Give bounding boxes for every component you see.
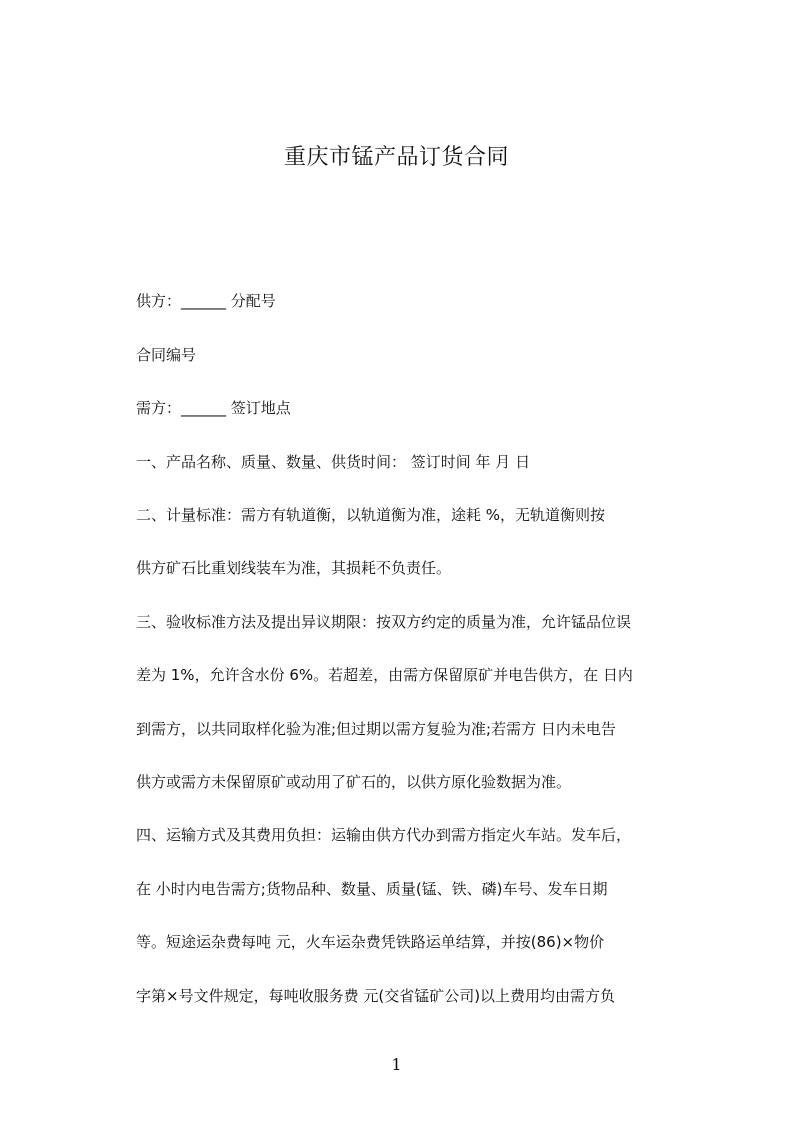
supplier-line: 供方：______ 分配号 [136,292,276,310]
contract-number-line: 合同编号 [136,346,197,364]
clause-2-line-1: 二、计量标准：需方有轨道衡，以轨道衡为准，途耗 %，无轨道衡则按 [136,506,606,524]
clause-4-line-4: 字第×号文件规定，每吨收服务费 元(交省锰矿公司)以上费用均由需方负 [136,987,616,1005]
clause-4-line-1: 四、运输方式及其费用负担：运输由供方代办到需方指定火车站。发车后， [136,826,632,844]
clause-1-line: 一、产品名称、质量、数量、供货时间： 签订时间 年 月 日 [136,453,531,471]
buyer-line: 需方：______ 签订地点 [136,399,291,417]
page-number: 1 [391,1055,402,1074]
clause-4-line-3: 等。短途运杂费每吨 元，火车运杂费凭铁路运单结算，并按(86)×物价 [136,933,605,951]
clause-4-line-2: 在 小时内电告需方;货物品种、数量、质量(锰、铁、磷)车号、发车日期 [136,880,608,898]
document-title: 重庆市锰产品订货合同 [283,145,509,170]
clause-3-line-2: 差为 1%，允许含水份 6%。若超差，由需方保留原矿并电告供方，在 日内 [136,666,633,684]
clause-2-line-2: 供方矿石比重划线装车为准，其损耗不负责任。 [136,559,452,577]
clause-3-line-1: 三、验收标准方法及提出异议期限：按双方约定的质量为准，允许锰品位误 [136,613,632,631]
clause-3-line-3: 到需方，以共同取样化验为准;但过期以需方复验为准;若需方 日内未电告 [136,720,616,738]
clause-3-line-4: 供方或需方未保留原矿或动用了矿石的，以供方原化验数据为准。 [136,773,572,791]
